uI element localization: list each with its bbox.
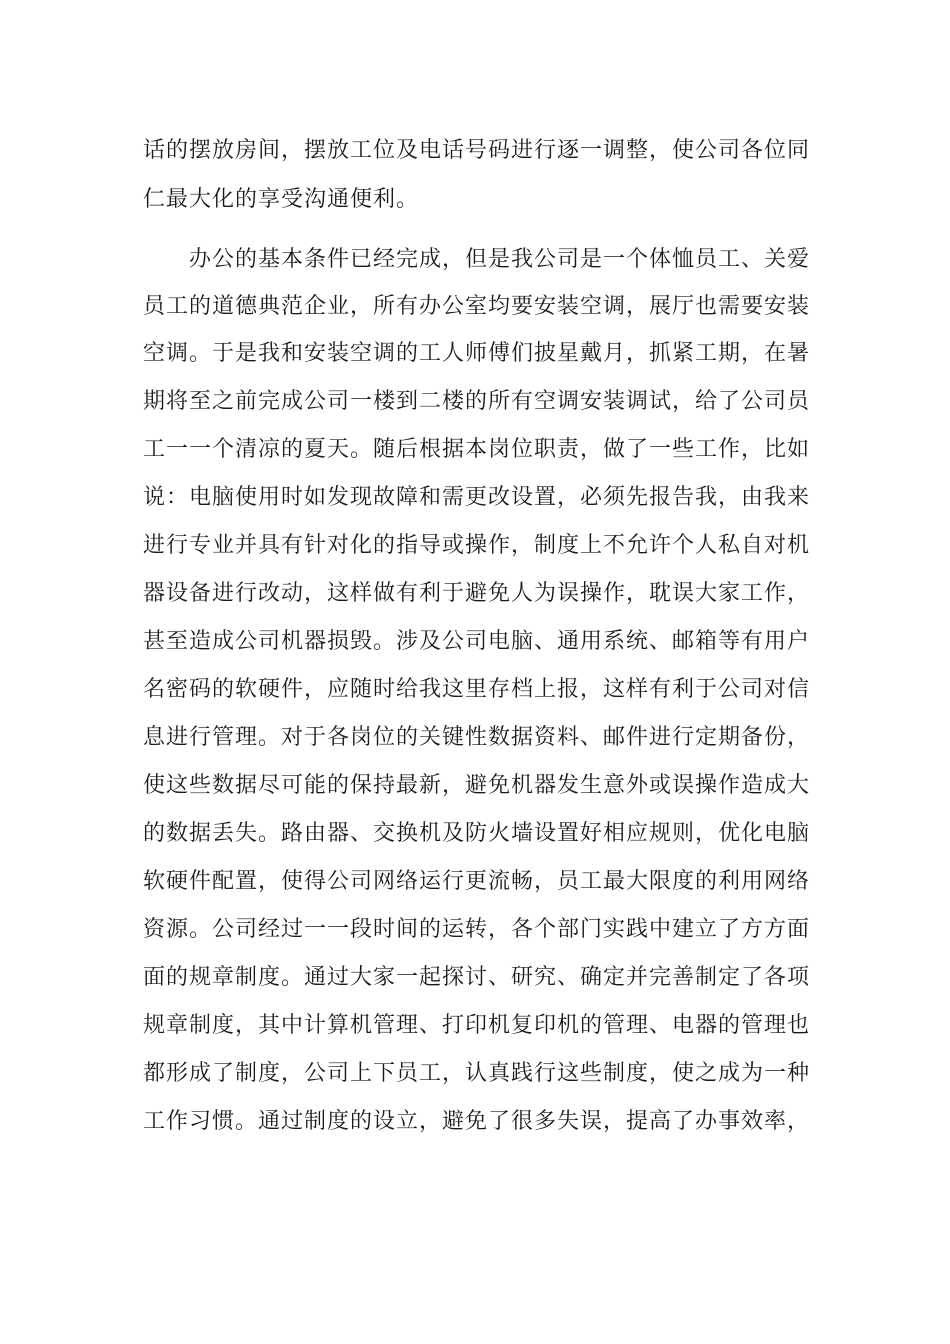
text-line: 的数据丢失。路由器、交换机及防火墙设置好相应规则，优化电脑: [143, 821, 811, 846]
text-line: 进行专业并具有针对化的指导或操作，制度上不允许个人私自对机: [143, 533, 811, 558]
text-line: 工作习惯。通过制度的设立，避免了很多失误，提高了办事效率，: [143, 1109, 811, 1134]
text-line: 仁最大化的享受沟通便利。: [143, 187, 420, 212]
text-line: 空调。于是我和安装空调的工人师傅们披星戴月，抓紧工期，在暑: [143, 341, 811, 366]
text-line: 资源。公司经过一一段时间的运转，各个部门实践中建立了方方面: [143, 917, 811, 942]
text-line: 都形成了制度，公司上下员工，认真践行这些制度，使之成为一种: [143, 1061, 811, 1086]
text-line: 面的规章制度。通过大家一起探讨、研究、确定并完善制定了各项: [143, 965, 811, 990]
text-line: 说：电脑使用时如发现故障和需更改设置，必须先报告我，由我来: [143, 485, 811, 510]
text-line: 话的摆放房间，摆放工位及电话号码进行逐一调整，使公司各位同: [143, 138, 811, 163]
text-line: 名密码的软硬件，应随时给我这里存档上报，这样有利于公司对信: [143, 677, 811, 702]
text-line: 使这些数据尽可能的保持最新，避免机器发生意外或误操作造成大: [143, 773, 811, 798]
text-line: 规章制度，其中计算机管理、打印机复印机的管理、电器的管理也: [143, 1013, 811, 1038]
text-line: 办公的基本条件已经完成，但是我公司是一个体恤员工、关爱: [189, 247, 811, 272]
text-line: 息进行管理。对于各岗位的关键性数据资料、邮件进行定期备份，: [143, 725, 811, 750]
text-line: 期将至之前完成公司一楼到二楼的所有空调安装调试，给了公司员: [143, 389, 811, 414]
text-line: 甚至造成公司机器损毁。涉及公司电脑、通用系统、邮箱等有用户: [143, 629, 811, 654]
text-line: 工一一个清凉的夏天。随后根据本岗位职责，做了一些工作，比如: [143, 437, 811, 462]
text-line: 员工的道德典范企业，所有办公室均要安装空调，展厅也需要安装: [143, 294, 811, 319]
text-line: 器设备进行改动，这样做有利于避免人为误操作，耽误大家工作，: [143, 581, 811, 606]
text-line: 软硬件配置，使得公司网络运行更流畅，员工最大限度的利用网络: [143, 869, 811, 894]
